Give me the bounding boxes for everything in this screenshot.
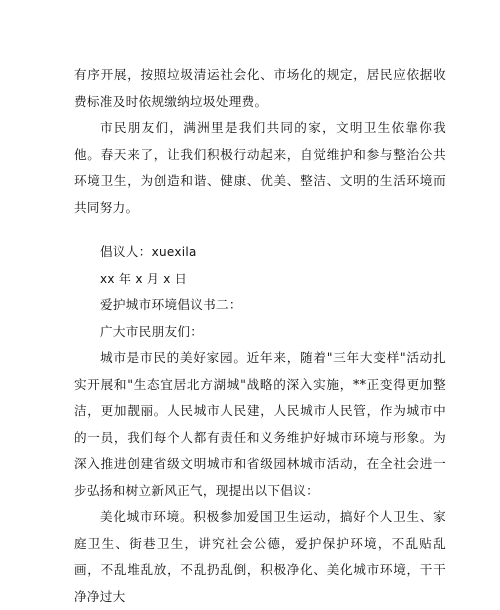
signature-line xyxy=(74,239,446,266)
document-heading: 爱护城市环境倡议书二： xyxy=(100,297,242,312)
date-line xyxy=(74,266,446,293)
paragraph-appeal: 市民朋友们，满洲里是我们共同的家，文明卫生依靠你我他。春天来了，让我们积极行动起来，自觉维护和参与整治公共环境卫生，为创造和谐、健康、优美、整洁、文明的生活环境而共同努力。 xyxy=(74,120,446,215)
paragraph-intro-continuation: 有序开展，按照垃圾清运社会化、市场化的规定，居民应依据收费标准及时依规缴纳垃圾处理费。 xyxy=(74,67,446,109)
document-body xyxy=(74,62,446,610)
paragraph-gap xyxy=(74,221,446,239)
date-text: xx 年 x 月 x 日 xyxy=(100,271,188,286)
signature-label: 倡议人： xyxy=(100,244,152,259)
paragraph-beautify: 美化城市环境。积极参加爱国卫生运动，搞好个人卫生、家庭卫生、街巷卫生，讲究社会公德，爱护保护环境，不乱贴乱画，不乱堆乱放，不乱扔乱倒，积极净化、美化城市环境，干干净净过大 xyxy=(74,509,446,604)
salutation: 广大市民朋友们： xyxy=(100,323,204,339)
paragraph-city-intro: 城市是市民的美好家园。近年来，随着"三年大变样"活动扎实开展和"生态宜居北方湖城"战略的深入实施，**正变得更加整洁，更加靓丽。人民城市人民建，人民城市人民管，作为城市中的一员，我们每个人都有责任和义务维护好城市环境与形象。为深入推进创建省级文明城市和省级园林城市活动，在全社会进一步弘扬和树立新风正气，现提出以下倡议： xyxy=(74,350,446,498)
signature-name: xuexila xyxy=(151,245,197,259)
